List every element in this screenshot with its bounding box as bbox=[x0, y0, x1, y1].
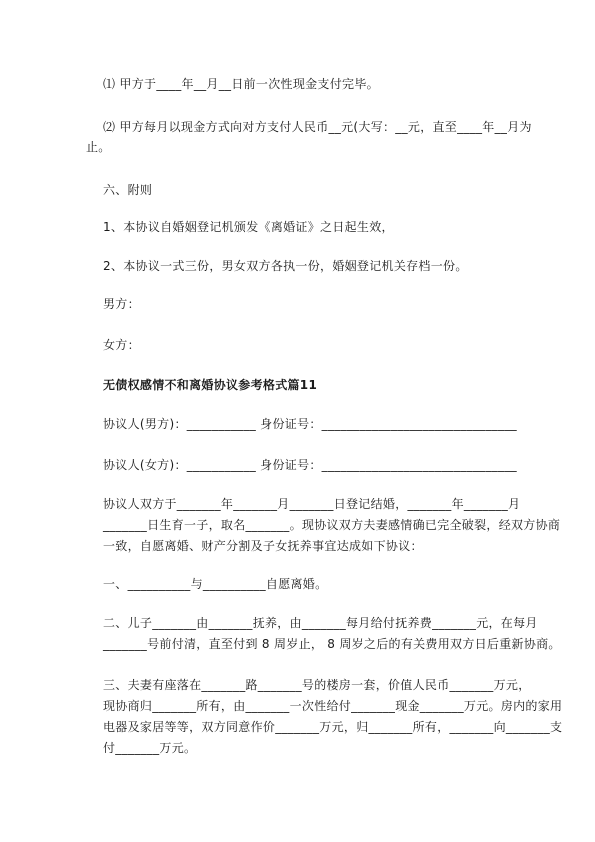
signature-male: 男方： bbox=[103, 297, 140, 311]
clause-payment-1: ⑴ 甲方于____年__月__日前一次性现金支付完毕。 bbox=[103, 77, 379, 91]
clause-3-line-4: 付_______万元。 bbox=[103, 741, 197, 755]
intro-line-3: 一致，自愿离婚、财产分割及子女抚养事宜达成如下协议： bbox=[103, 539, 423, 553]
appendix-item-2: 2、本协议一式三份，男女双方各执一份，婚姻登记机关存档一份。 bbox=[103, 259, 468, 273]
party-female: 协议人(女方)：___________ 身份证号：_______________________________ bbox=[103, 458, 517, 472]
appendix-item-1: 1、本协议自婚姻登记机颁发《离婚证》之日起生效， bbox=[103, 220, 394, 234]
signature-female: 女方： bbox=[103, 338, 140, 352]
clause-3-line-1: 三、夫妻有座落在_______路_______号的楼房一套，价值人民币_______万元， bbox=[103, 678, 531, 692]
clause-payment-2-cont: 止。 bbox=[86, 140, 111, 154]
intro-line-1: 协议人双方于_______年_______月_______日登记结婚，_______年_______月 bbox=[103, 497, 521, 511]
clause-payment-2: ⑵ 甲方每月以现金方式向对方支付人民币__元(大写：__元，直至____年__月为 bbox=[103, 120, 532, 134]
intro-line-2: _______日生育一子，取名_______。现协议双方夫妻感情确已完全破裂，经双方协商 bbox=[103, 518, 561, 532]
section-heading-appendix: 六、附则 bbox=[103, 183, 153, 197]
clause-2-line-1: 二、儿子_______由_______抚养，由_______每月给付抚养费_______元，在每月 bbox=[103, 616, 538, 630]
party-male: 协议人(男方)：___________ 身份证号：_______________________________ bbox=[103, 417, 517, 431]
clause-1: 一、__________与__________自愿离婚。 bbox=[103, 577, 328, 591]
clause-2-line-2: _______号前付清，直至付到 8 周岁止， 8 周岁之后的有关费用双方日后重新协商。 bbox=[103, 637, 561, 651]
document-title: 无债权感情不和离婚协议参考格式篇11 bbox=[103, 378, 318, 392]
clause-3-line-2: 现协商归_______所有，由_______一次性给付_______现金_______万元。房内的家用 bbox=[103, 699, 563, 713]
clause-3-line-3: 电器及家居等等，双方同意作价_______万元，归_______所有，_______向_______支 bbox=[103, 720, 563, 734]
